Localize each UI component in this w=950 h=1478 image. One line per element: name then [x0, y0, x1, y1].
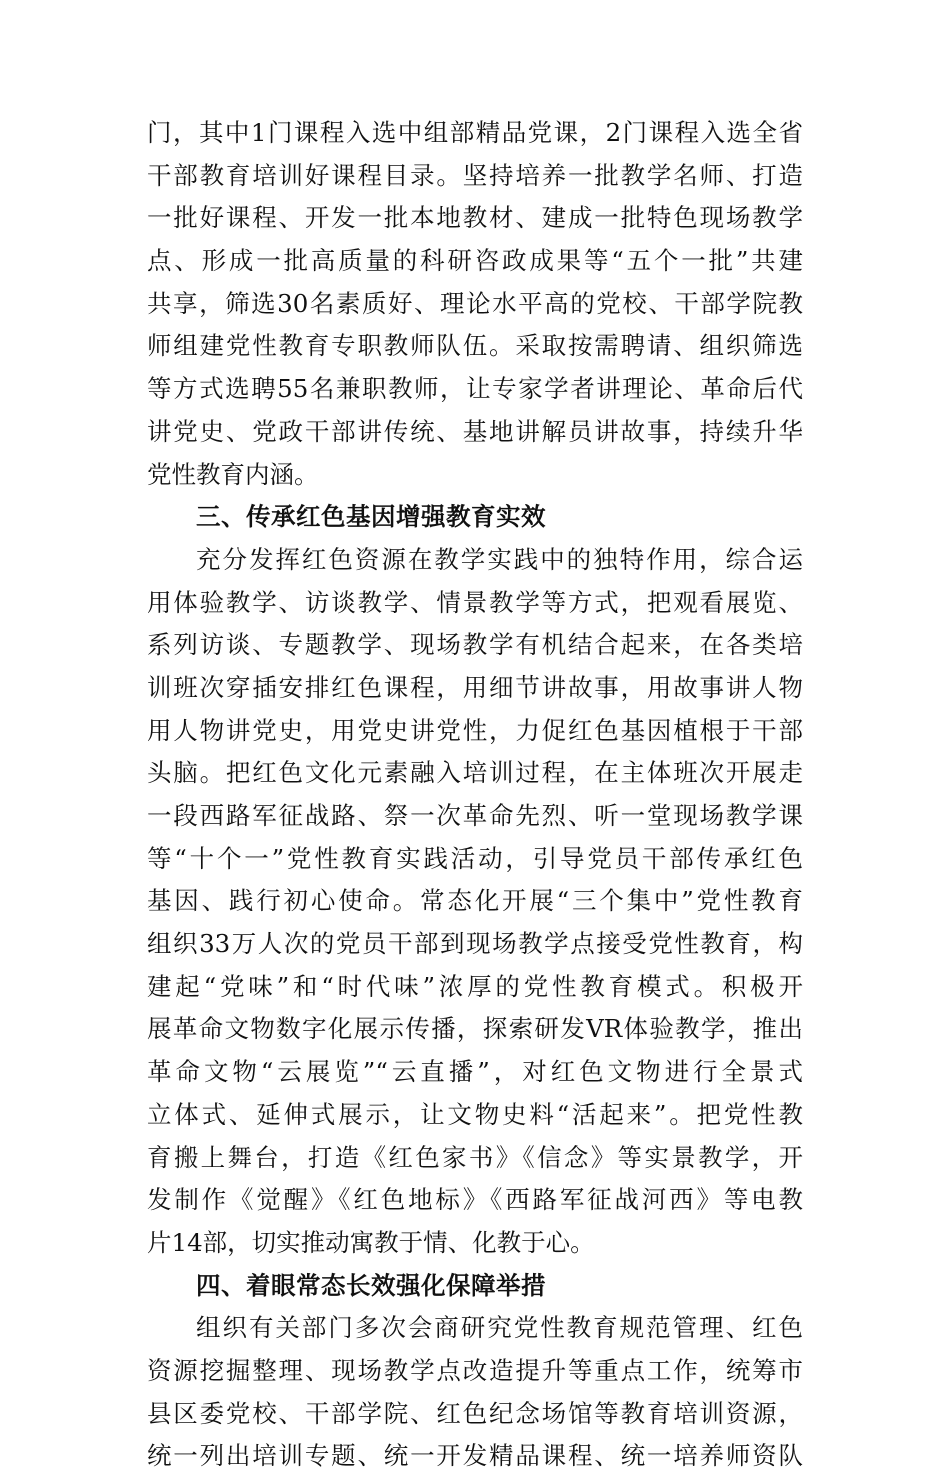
paragraph-line: 头脑。把红色文化元素融入培训过程，在主体班次开展走 — [147, 758, 803, 788]
paragraph-1 — [147, 112, 803, 496]
paragraph-line: 建起“党味”和“时代味”浓厚的党性教育模式。积极开 — [147, 971, 803, 1001]
document-page — [147, 112, 803, 1478]
paragraph-line: 立体式、延伸式展示，让文物史料“活起来”。把党性教 — [147, 1099, 803, 1129]
paragraph-line: 片14部，切实推动寓教于情、化教于心。 — [147, 1227, 595, 1257]
paragraph-line: 展革命文物数字化展示传播，探索研发VR体验教学，推出 — [147, 1014, 803, 1044]
paragraph-line: 党性教育内涵。 — [147, 459, 319, 489]
paragraph-line: 一段西路军征战路、祭一次革命先烈、听一堂现场教学课 — [147, 801, 803, 830]
paragraph-line: 门，其中1门课程入选中组部精品党课，2门课程入选全省 — [147, 118, 803, 147]
paragraph-line: 统一列出培训专题、统一开发精品课程、统一培养师资队 — [147, 1441, 803, 1471]
paragraph-line: 育搬上舞台，打造《红色家书》《信念》等实景教学，开 — [147, 1142, 803, 1172]
paragraph-line: 充分发挥红色资源在教学实践中的独特作用，综合运 — [196, 544, 803, 574]
paragraph-line: 干部教育培训好课程目录。坚持培养一批教学名师、打造 — [147, 160, 803, 190]
paragraph-line: 一批好课程、开发一批本地教材、建成一批特色现场教学 — [147, 203, 803, 233]
paragraph-line: 师组建党性教育专职教师队伍。采取按需聘请、组织筛选 — [147, 331, 803, 361]
paragraph-line: 发制作《觉醒》《红色地标》《西路军征战河西》等电教 — [147, 1185, 803, 1215]
paragraph-line: 系列访谈、专题教学、现场教学有机结合起来，在各类培 — [147, 630, 803, 660]
paragraph-line: 点、形成一批高质量的科研咨政成果等“五个一批”共建 — [147, 246, 803, 276]
paragraph-line: 用人物讲党史，用党史讲党性，力促红色基因植根于干部 — [147, 715, 803, 745]
paragraph-2 — [147, 539, 803, 1265]
section-heading-4: 四、着眼常态长效强化保障举措 — [196, 1270, 546, 1300]
paragraph-line: 等方式选聘55名兼职教师，让专家学者讲理论、革命后代 — [147, 374, 803, 404]
section-heading-3: 三、传承红色基因增强教育实效 — [196, 502, 546, 532]
paragraph-line: 基因、践行初心使命。常态化开展“三个集中”党性教育 — [147, 886, 803, 916]
paragraph-line: 组织33万人次的党员干部到现场教学点接受党性教育，构 — [147, 929, 803, 959]
paragraph-line: 县区委党校、干部学院、红色纪念场馆等教育培训资源， — [147, 1398, 803, 1428]
paragraph-line: 用体验教学、访谈教学、情景教学等方式，把观看展览、 — [147, 587, 803, 617]
paragraph-line: 训班次穿插安排红色课程，用细节讲故事，用故事讲人物 — [147, 672, 803, 702]
paragraph-line: 革命文物“云展览”“云直播”，对红色文物进行全景式 — [147, 1057, 803, 1087]
paragraph-3 — [147, 1307, 803, 1478]
paragraph-line: 资源挖掘整理、现场教学点改造提升等重点工作，统筹市 — [147, 1355, 803, 1385]
paragraph-line: 等“十个一”党性教育实践活动，引导党员干部传承红色 — [147, 843, 803, 873]
paragraph-line: 共享，筛选30名素质好、理论水平高的党校、干部学院教 — [147, 288, 803, 318]
paragraph-line: 讲党史、党政干部讲传统、基地讲解员讲故事，持续升华 — [147, 416, 803, 446]
paragraph-line: 组织有关部门多次会商研究党性教育规范管理、红色 — [196, 1313, 803, 1343]
